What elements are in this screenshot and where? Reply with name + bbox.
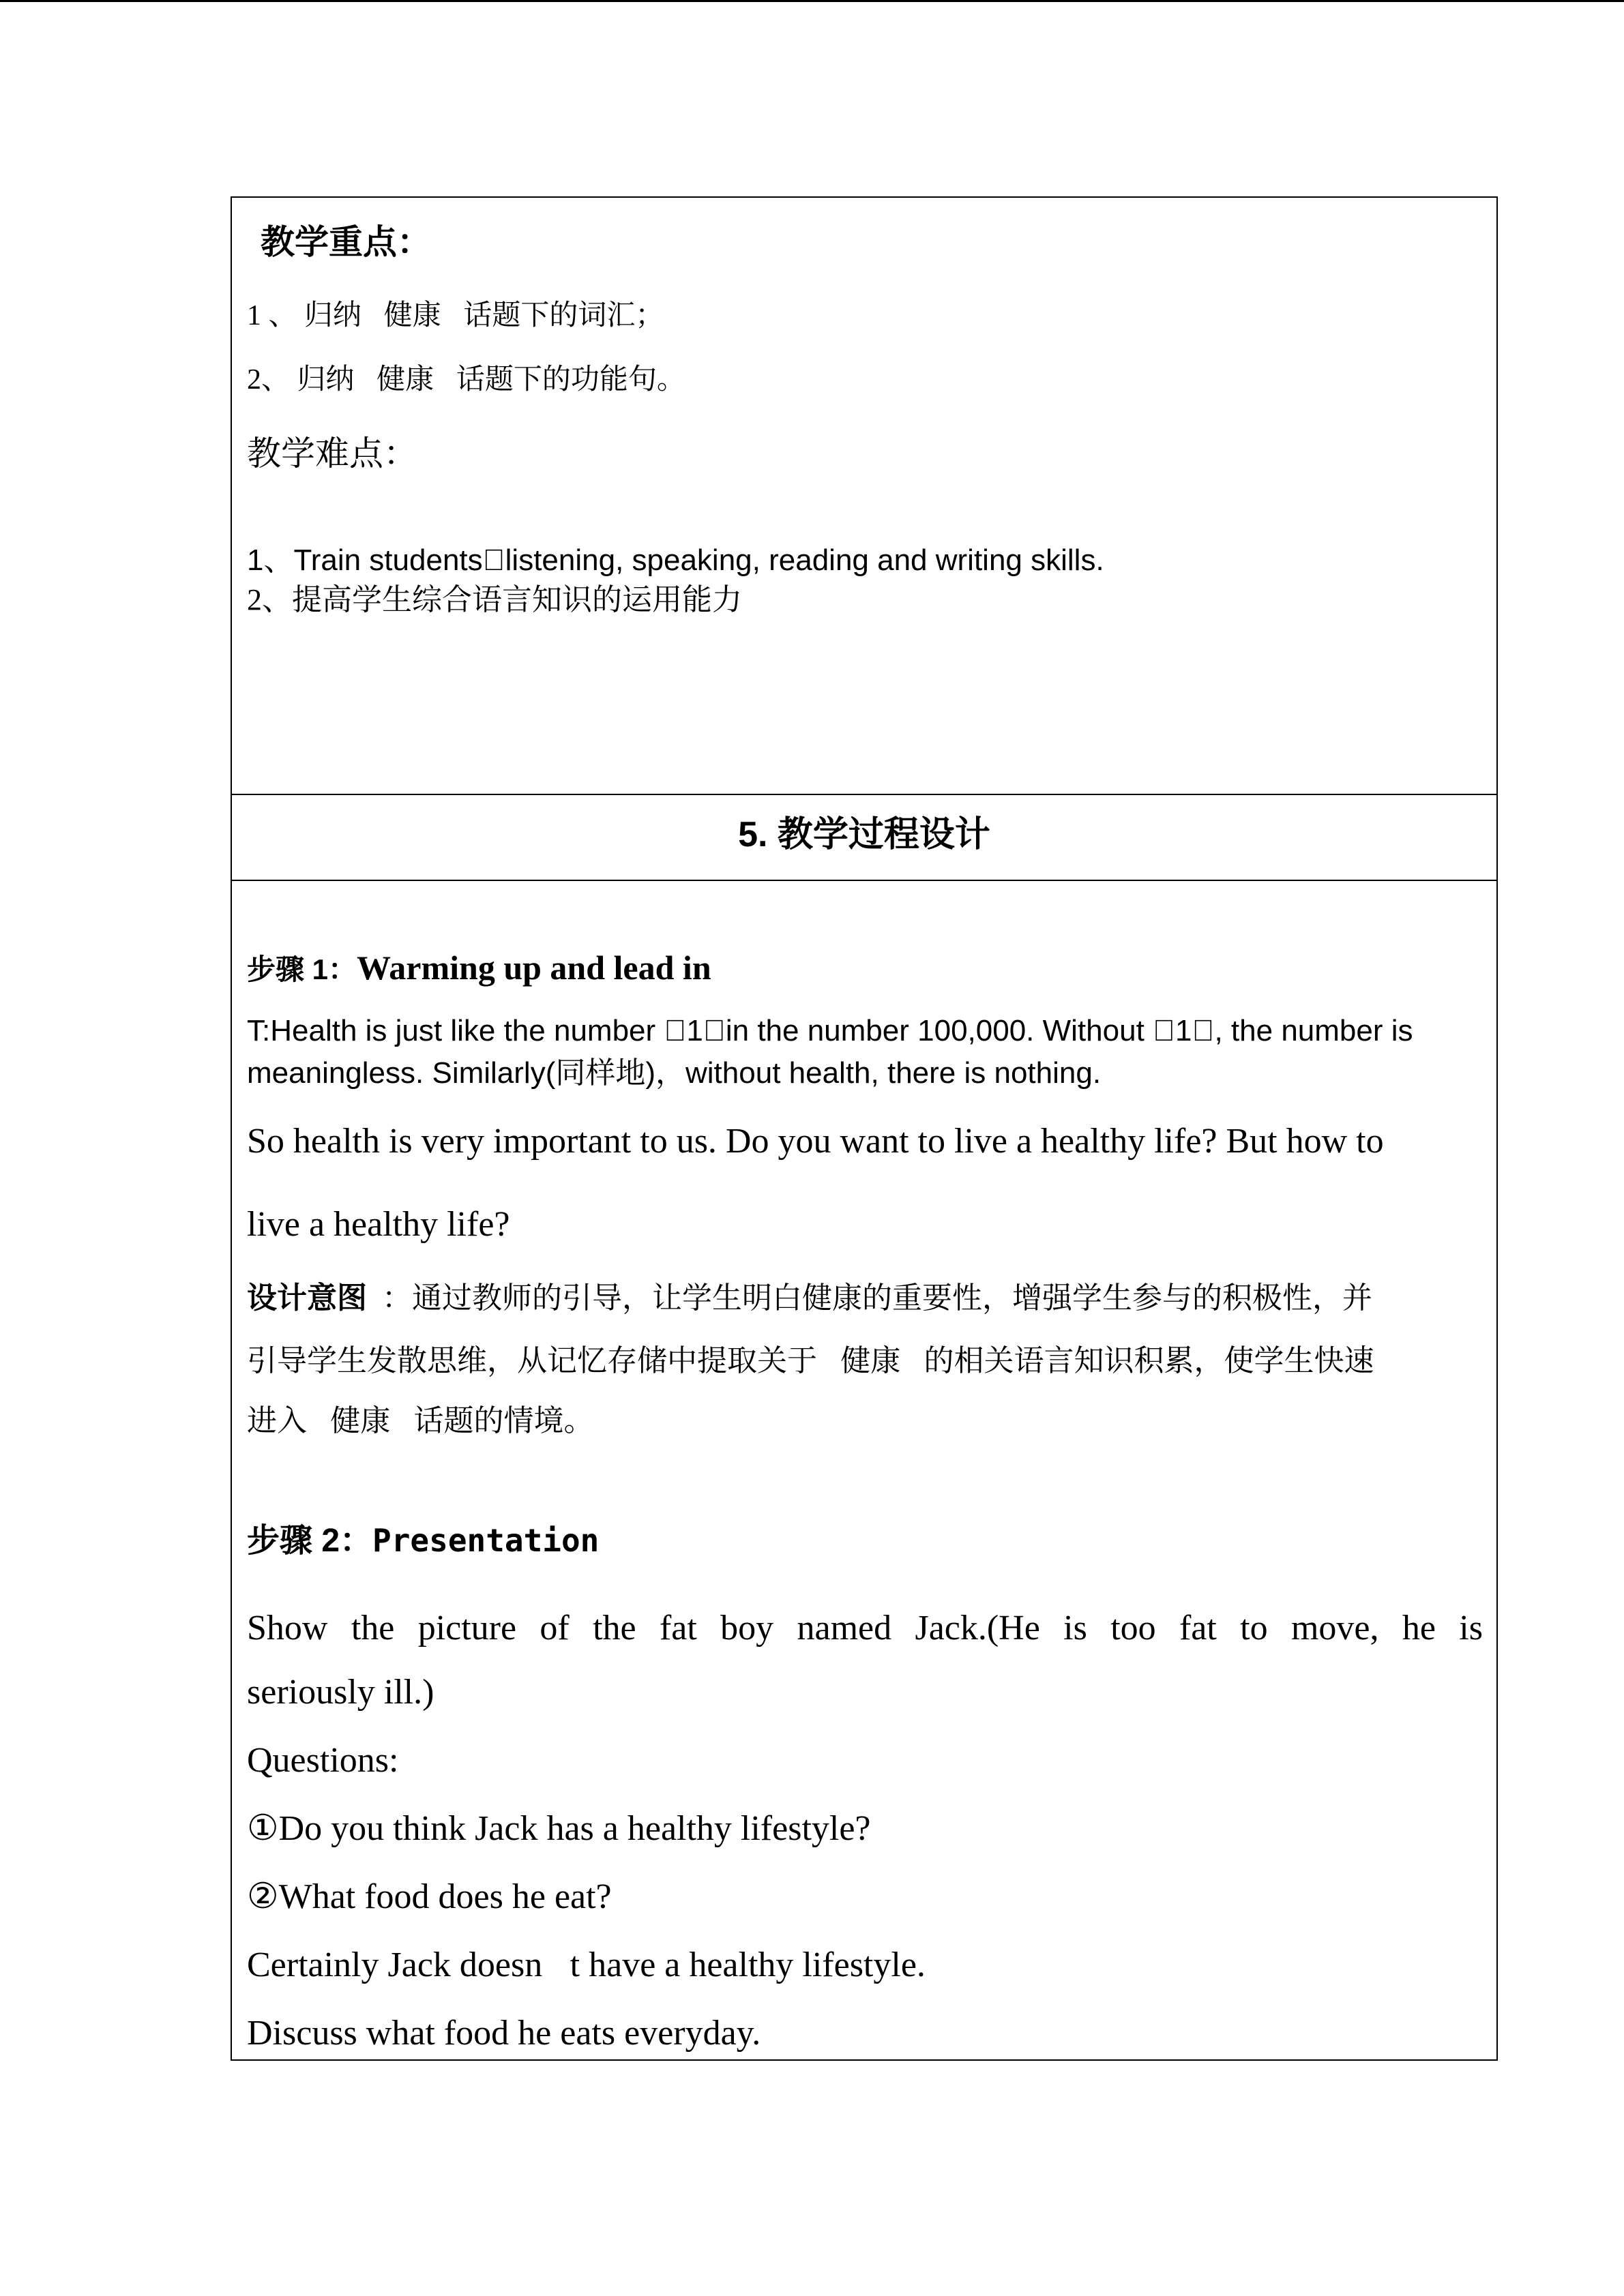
- step1-paragraph-line-2: live a healthy life?: [247, 1205, 510, 1244]
- design-intent-line-2: 引导学生发散思维，从记忆存储中提取关于 健康 的相关语言知识积累，使学生快速: [247, 1344, 1374, 1377]
- step2-word: move,: [1290, 1609, 1379, 1648]
- question-2: ②What food does he eat?: [247, 1877, 612, 1916]
- row-divider: [232, 880, 1496, 881]
- row-divider: [232, 794, 1496, 795]
- focus-item-1: 1 、 归纳 健康 话题下的词汇；: [247, 300, 664, 331]
- discuss-line: Discuss what food he eats everyday.: [247, 2014, 761, 2053]
- step1-teacher-line-2: meaningless. Similarly(同样地)，without health, there is nothing.: [247, 1056, 1102, 1090]
- step2-word: is: [1063, 1609, 1087, 1648]
- focus-item-2: 2、 归纳 健康 话题下的功能句。: [247, 364, 685, 396]
- step2-word: the: [593, 1609, 636, 1648]
- step2-word: too: [1110, 1609, 1156, 1648]
- step1-paragraph-line-1: So health is very important to us. Do you want to live a healthy life? But how to: [247, 1122, 1384, 1161]
- question-1: ①Do you think Jack has a healthy lifestyle?: [247, 1809, 871, 1848]
- step2-word: to: [1240, 1609, 1268, 1648]
- step2-word: the: [351, 1609, 395, 1648]
- step2-word: Jack.(He: [915, 1609, 1040, 1648]
- difficulty-item-2: 2、提高学生综合语言知识的运用能力: [247, 583, 742, 616]
- step2-description-line-2: seriously ill.): [247, 1673, 434, 1712]
- top-border-rule: [0, 0, 1624, 2]
- step1-label: 步骤 1：: [247, 953, 357, 985]
- step2-word: of: [540, 1609, 570, 1648]
- step2-label: 步骤 2：: [247, 1523, 373, 1559]
- step2-heading: [247, 1522, 600, 1559]
- step2-title: Presentation: [372, 1522, 600, 1559]
- step2-word: named: [797, 1609, 892, 1648]
- lesson-plan-table: [231, 196, 1498, 2061]
- answer-line: Certainly Jack doesn t have a healthy lifestyle.: [247, 1945, 926, 1984]
- step2-word: picture: [417, 1609, 517, 1648]
- design-intent-text: ：通过教师的引导，让学生明白健康的重要性，增强学生参与的积极性，并: [382, 1281, 1372, 1315]
- focus-heading: 教学重点：: [261, 223, 431, 261]
- design-intent-label: 设计意图: [247, 1281, 367, 1315]
- design-intent-line-1: [247, 1283, 1372, 1313]
- difficulty-item-1: 1、Train students listening, speaking, reading and writing skills.: [247, 543, 1104, 577]
- difficulty-heading: 教学难点：: [247, 434, 417, 473]
- step1-teacher-line-1: T:Health is just like the number  1 in the number 100,000. Without  1 , the number is: [247, 1014, 1413, 1047]
- step2-word: boy: [720, 1609, 774, 1648]
- design-intent-line-3: 进入 健康 话题的情境。: [247, 1404, 594, 1437]
- step2-word: is: [1459, 1609, 1483, 1648]
- step1-title: Warming up and lead in: [357, 949, 711, 987]
- questions-label: Questions:: [247, 1741, 399, 1780]
- section-title: 5. 教学过程设计: [738, 815, 990, 854]
- step2-description-line-1: [247, 1608, 1483, 1648]
- step2-word: he: [1402, 1609, 1436, 1648]
- step1-heading: [247, 951, 711, 985]
- step2-word: fat: [1179, 1609, 1217, 1648]
- step2-word: Show: [247, 1609, 328, 1648]
- step2-word: fat: [659, 1609, 697, 1648]
